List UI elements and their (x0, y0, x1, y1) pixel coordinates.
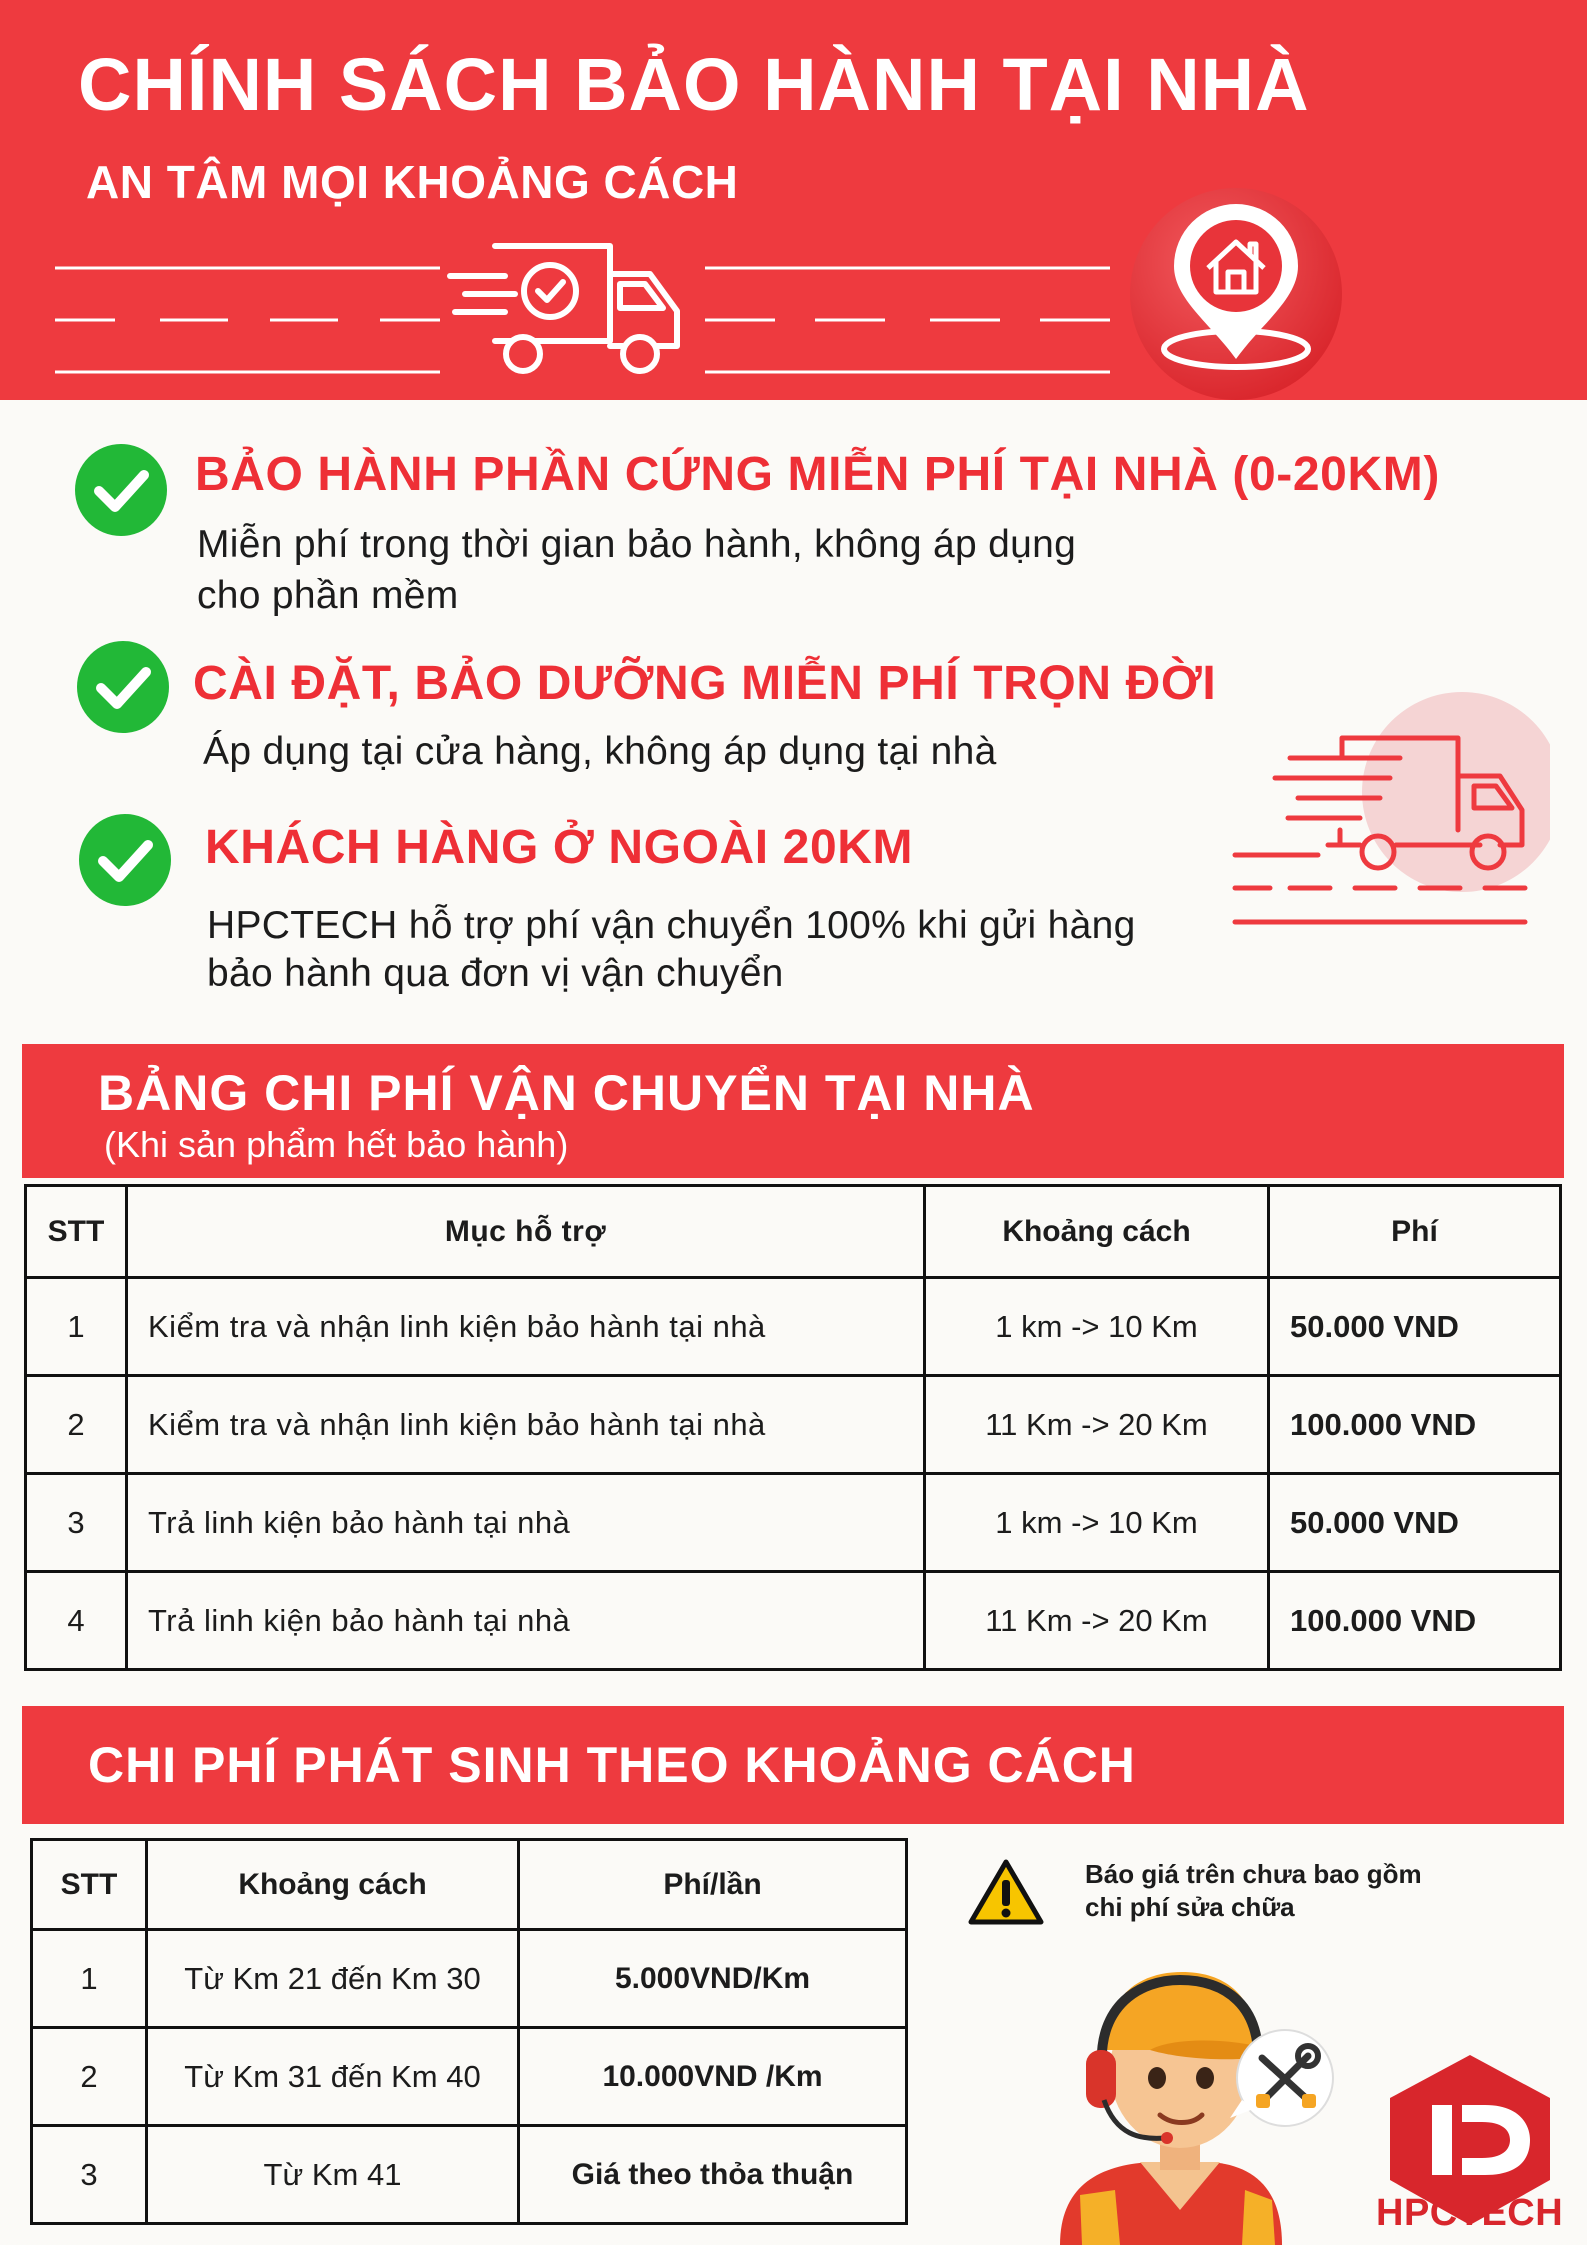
cell-distance: Từ Km 41 (147, 2126, 519, 2224)
check-icon (74, 443, 168, 537)
cell-fee: 10.000VND /Km (519, 2028, 907, 2126)
shipping-fee-table (24, 1184, 1562, 1671)
brand-name: HPCTECH (1376, 2192, 1564, 2234)
check-icon (78, 813, 172, 907)
cell-distance: 11 Km -> 20 Km (925, 1376, 1269, 1474)
table-row (26, 1278, 1561, 1376)
col-header-stt: STT (32, 1840, 147, 1930)
table-row (32, 2126, 907, 2224)
support-agent-illustration (1020, 1950, 1340, 2245)
check-icon (76, 640, 170, 734)
col-header-distance: Khoảng cách (925, 1186, 1269, 1278)
feature-title-outside-20km: KHÁCH HÀNG Ở NGOÀI 20KM (205, 821, 914, 874)
table-row (26, 1572, 1561, 1670)
col-header-item: Mục hỗ trợ (127, 1186, 925, 1278)
table-row (26, 1474, 1561, 1572)
home-location-pin-icon (1126, 184, 1346, 404)
cell-stt: 2 (32, 2028, 147, 2126)
col-header-distance: Khoảng cách (147, 1840, 519, 1930)
shipping-table-subtitle: (Khi sản phẩm hết bảo hành) (104, 1124, 569, 1165)
table-row (32, 2028, 907, 2126)
table-header-row (26, 1186, 1561, 1278)
cell-fee: 100.000 VND (1269, 1376, 1561, 1474)
distance-fee-table (30, 1838, 908, 2225)
road-lines (0, 240, 1587, 390)
warning-icon (968, 1858, 1044, 1926)
distance-banner (22, 1706, 1564, 1824)
cell-fee: Giá theo thỏa thuận (519, 2126, 907, 2224)
cell-fee: 50.000 VND (1269, 1474, 1561, 1572)
shipping-banner (22, 1044, 1564, 1178)
cell-stt: 1 (32, 1930, 147, 2028)
cell-item: Trả linh kiện bảo hành tại nhà (127, 1474, 925, 1572)
cell-distance: Từ Km 21 đến Km 30 (147, 1930, 519, 2028)
feature-title-hardware: BẢO HÀNH PHẦN CỨNG MIỄN PHÍ TẠI NHÀ (0-20KM) (195, 448, 1440, 501)
page-subtitle: AN TÂM MỌI KHOẢNG CÁCH (86, 156, 739, 208)
shipping-table-title: BẢNG CHI PHÍ VẬN CHUYỂN TẠI NHÀ (98, 1065, 1035, 1121)
page-title: CHÍNH SÁCH BẢO HÀNH TẠI NHÀ (78, 43, 1310, 126)
cell-fee: 5.000VND/Km (519, 1930, 907, 2028)
cell-item: Kiểm tra và nhận linh kiện bảo hành tại nhà (127, 1278, 925, 1376)
cell-stt: 4 (26, 1572, 127, 1670)
feature-desc-outside-line1: HPCTECH hỗ trợ phí vận chuyển 100% khi gửi hàng (207, 904, 1136, 947)
price-note-line1: Báo giá trên chưa bao gồm (1085, 1859, 1422, 1889)
table-header-row (32, 1840, 907, 1930)
cell-distance: 1 km -> 10 Km (925, 1474, 1269, 1572)
cell-fee: 100.000 VND (1269, 1572, 1561, 1670)
feature-desc-outside-line2: bảo hành qua đơn vị vận chuyển (207, 952, 784, 995)
feature-title-installation: CÀI ĐẶT, BẢO DƯỠNG MIỄN PHÍ TRỌN ĐỜI (193, 657, 1217, 710)
col-header-fee-per-trip: Phí/lần (519, 1840, 907, 1930)
price-note-line2: chi phí sửa chữa (1085, 1892, 1295, 1922)
distance-table-title: CHI PHÍ PHÁT SINH THEO KHOẢNG CÁCH (88, 1737, 1136, 1793)
price-note (1085, 1858, 1485, 1924)
cell-distance: 1 km -> 10 Km (925, 1278, 1269, 1376)
feature-desc-installation: Áp dụng tại cửa hàng, không áp dụng tại nhà (203, 730, 997, 773)
cell-stt: 3 (32, 2126, 147, 2224)
delivery-truck-icon (445, 236, 690, 378)
fast-delivery-truck-icon (1230, 680, 1550, 940)
feature-desc-hardware-line1: Miễn phí trong thời gian bảo hành, không áp dụng (197, 523, 1077, 566)
cell-stt: 1 (26, 1278, 127, 1376)
col-header-fee: Phí (1269, 1186, 1561, 1278)
cell-stt: 3 (26, 1474, 127, 1572)
feature-desc-hardware-line2: cho phần mềm (197, 574, 459, 617)
cell-item: Kiểm tra và nhận linh kiện bảo hành tại nhà (127, 1376, 925, 1474)
table-row (26, 1376, 1561, 1474)
cell-item: Trả linh kiện bảo hành tại nhà (127, 1572, 925, 1670)
table-row (32, 1930, 907, 2028)
cell-fee: 50.000 VND (1269, 1278, 1561, 1376)
cell-stt: 2 (26, 1376, 127, 1474)
cell-distance: Từ Km 31 đến Km 40 (147, 2028, 519, 2126)
header-banner (0, 0, 1587, 400)
col-header-stt: STT (26, 1186, 127, 1278)
cell-distance: 11 Km -> 20 Km (925, 1572, 1269, 1670)
